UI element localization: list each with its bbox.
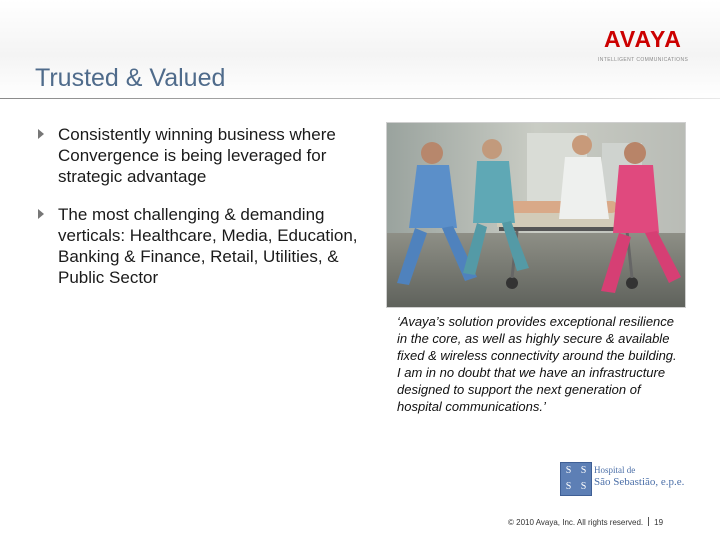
slide-title: Trusted & Valued	[35, 64, 226, 92]
hospital-staff-photo	[386, 122, 686, 308]
bullet-arrow-icon	[38, 209, 44, 219]
bullet-item	[38, 204, 363, 288]
bullet-text: Consistently winning business where Convergence is being leveraged for strategic advantage	[58, 125, 336, 186]
customer-quote: ‘Avaya’s solution provides exceptional resilience in the core, as well as highly secure & available fixed & wireless connectivity around the building. I am in no doubt that we have an infrastructure designed to support the next generation of hospital communications.’	[397, 314, 677, 414]
bullet-text: The most challenging & demanding verticals: Healthcare, Media, Education, Banking & Finance, Retail, Utilities, & Public Sector	[58, 205, 358, 287]
bullet-item	[38, 124, 363, 187]
bullet-arrow-icon	[38, 129, 44, 139]
avaya-wordmark: AVAYA	[604, 26, 682, 52]
page-number: 19	[654, 518, 664, 527]
avaya-logo	[598, 26, 690, 70]
copyright-text: © 2010 Avaya, Inc. All rights reserved.	[508, 518, 644, 527]
hospital-name-line2: São Sebastião, e.p.e.	[594, 476, 685, 488]
hospital-logo	[560, 462, 690, 496]
hospital-emblem-icon: S S S S	[560, 462, 592, 496]
footer-separator	[648, 517, 649, 526]
avaya-tagline: INTELLIGENT COMMUNICATIONS	[598, 57, 689, 63]
footer	[508, 517, 663, 527]
title-divider	[0, 98, 720, 99]
hospital-name-line1: Hospital de	[594, 465, 636, 475]
